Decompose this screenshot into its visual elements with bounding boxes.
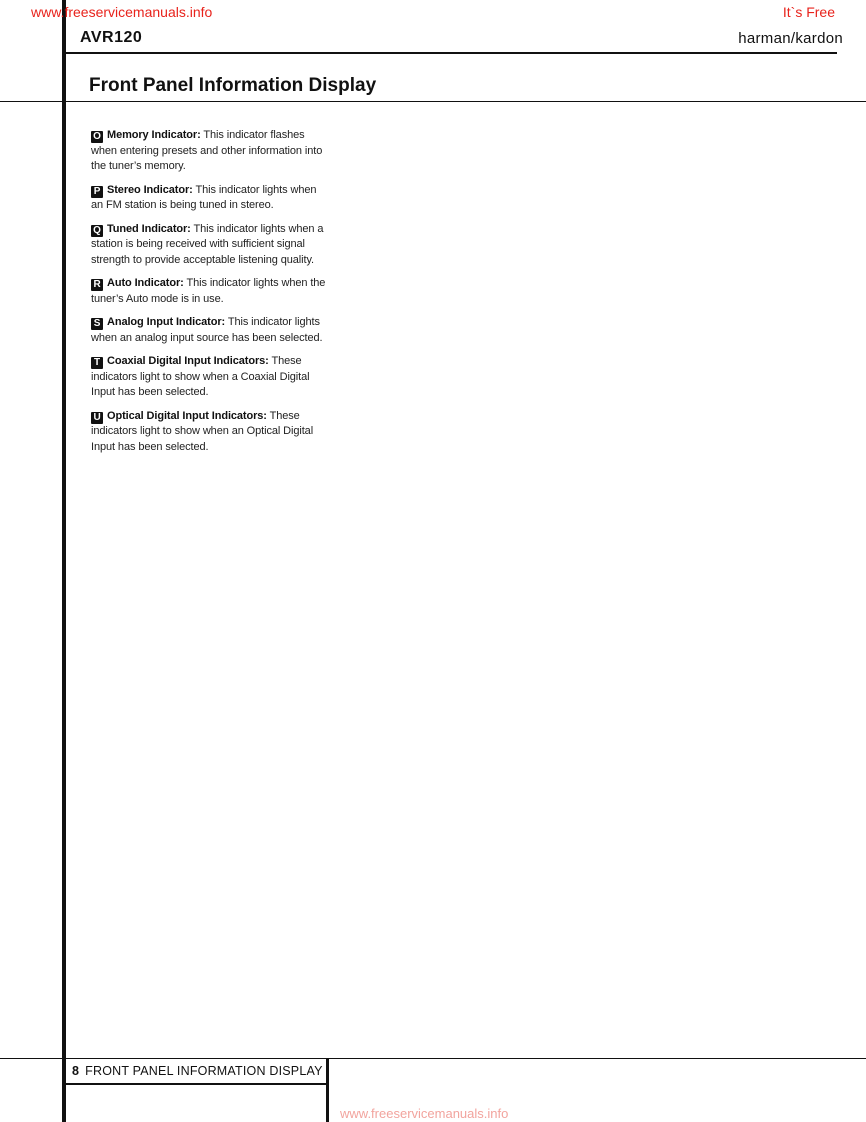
indicator-description: This indicator lights when the tuner’s Auto mode is in use.: [91, 277, 326, 305]
indicator-title: Stereo Indicator:: [107, 183, 193, 196]
badge-icon: Q: [91, 225, 103, 237]
badge-icon: T: [91, 357, 103, 369]
page-number: 8: [72, 1064, 80, 1078]
badge-icon: O: [91, 131, 103, 143]
footer-rule: [0, 1058, 866, 1059]
indicator-description: These indicators light to show when an Optical Digital Input has been selected.: [91, 409, 314, 453]
watermark-bottom[interactable]: www.freeservicemanuals.info: [340, 1106, 509, 1121]
indicator-description: This indicator flashes when entering presets and other information into the tuner’s memory.: [91, 129, 323, 172]
badge-icon: P: [91, 186, 103, 198]
indicator-title: Memory Indicator:: [107, 129, 201, 141]
indicator-item-coaxial-input: [91, 354, 327, 401]
indicator-description: This indicator lights when a station is being received with sufficient signal strength to provide acceptable listening quality.: [91, 222, 324, 266]
badge-icon: U: [91, 412, 103, 424]
footer-box-rule: [66, 1083, 327, 1085]
indicator-description: This indicator lights when an FM station is being tuned in stereo.: [91, 183, 317, 211]
footer-section-name: FRONT PANEL INFORMATION DISPLAY: [85, 1064, 323, 1078]
indicator-item-analog-input: [91, 315, 327, 346]
indicator-title: Tuned Indicator:: [107, 222, 191, 235]
watermark-top-left[interactable]: www.freeservicemanuals.info: [31, 4, 213, 20]
badge-icon: S: [91, 318, 103, 330]
indicator-item-stereo: [91, 183, 327, 214]
indicator-title: Analog Input Indicator:: [107, 316, 226, 328]
indicator-title: Auto Indicator:: [107, 277, 184, 289]
brand-logo: harman/kardon: [738, 30, 843, 47]
watermark-top-right: It`s Free: [782, 4, 835, 20]
indicator-title: Coaxial Digital Input Indicators:: [107, 355, 269, 367]
indicator-item-tuned: [91, 222, 327, 269]
indicator-title: Optical Digital Input Indicators:: [107, 409, 267, 422]
model-name: AVR120: [80, 29, 143, 46]
indicator-list: [91, 128, 327, 463]
indicator-item-optical-input: [91, 409, 327, 456]
footer-divider: [326, 1058, 329, 1122]
title-rule: [0, 101, 866, 102]
header-rule: [66, 52, 837, 54]
indicator-item-memory: [91, 128, 327, 175]
page-spine-rule: [62, 0, 66, 1122]
indicator-item-auto: [91, 276, 327, 307]
section-title: Front Panel Information Display: [89, 75, 377, 96]
badge-icon: R: [91, 279, 103, 291]
footer-label: [72, 1064, 323, 1078]
indicator-description: These indicators light to show when a Coaxial Digital Input has been selected.: [91, 355, 310, 398]
indicator-description: This indicator lights when an analog input source has been selected.: [91, 316, 323, 344]
